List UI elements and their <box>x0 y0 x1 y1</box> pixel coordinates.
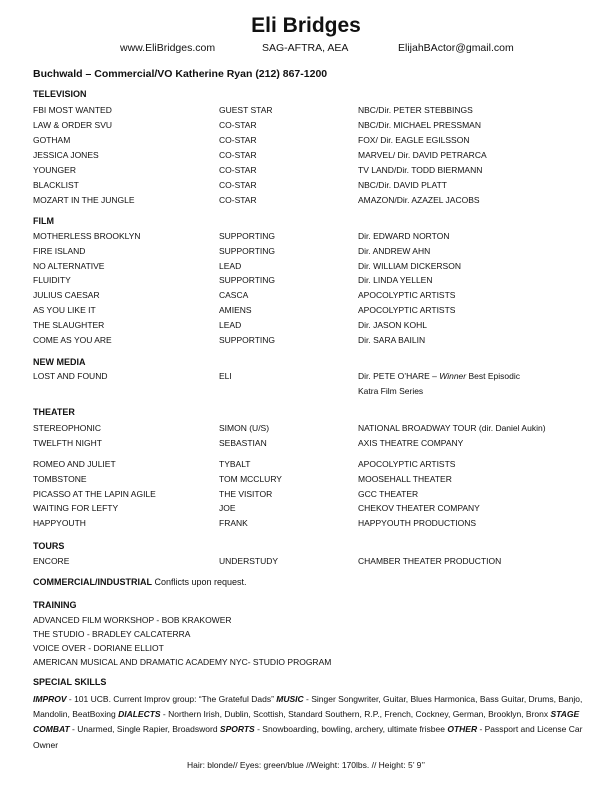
credit-company: GCC THEATER <box>358 488 419 499</box>
skill-label-other: OTHER <box>447 724 478 735</box>
credit-company: Dir. WILLIAM DICKERSON <box>358 260 461 271</box>
commercial-industrial <box>33 577 247 587</box>
section-heading-film: FILM <box>33 216 54 226</box>
credit-title: WAITING FOR LEFTY <box>33 503 119 514</box>
credit-company: MOOSEHALL THEATER <box>358 473 452 484</box>
skill-text-improv: - 101 UCB. Current Improv group: “The Grateful Dads” <box>66 694 277 704</box>
skill-label-music: MUSIC <box>276 694 304 704</box>
agent-info: Buchwald – Commercial/VO Katherine Ryan (212) 867-1200 <box>33 68 328 80</box>
credit-company: MARVEL/ Dir. DAVID PETRARCA <box>358 150 487 160</box>
credit-title: MOZART IN THE JUNGLE <box>33 195 135 205</box>
credit-role: THE VISITOR <box>219 488 273 499</box>
credit-row <box>0 105 612 119</box>
union-affiliations: SAG-AFTRA, AEA <box>262 42 349 54</box>
credit-row <box>0 165 612 179</box>
credit-title: FBI MOST WANTED <box>33 105 112 115</box>
credit-title: JESSICA JONES <box>33 150 99 160</box>
credit-company: NBC/Dir. DAVID PLATT <box>358 180 447 190</box>
credit-company <box>358 371 520 381</box>
credit-role: SEBASTIAN <box>219 438 267 448</box>
credit-company: Dir. SARA BAILIN <box>358 334 426 345</box>
skill-text-dialects: - Northern Irish, Dublin, Scottish, Standard Southern, R.P., French, Cockney, German, Brooklyn, Bronx <box>160 709 551 720</box>
credit-row <box>0 135 612 149</box>
skill-text-stage-combat: - Unarmed, Single Rapier, Broadsword <box>69 724 220 735</box>
credit-company: Dir. JASON KOHL <box>358 319 427 330</box>
credit-row <box>0 371 612 385</box>
actor-name: Eli Bridges <box>251 14 361 37</box>
credit-role: SUPPORTING <box>219 245 276 256</box>
credit-title: COME AS YOU ARE <box>33 334 112 345</box>
credit-role: CO-STAR <box>219 180 257 190</box>
credit-role: LEAD <box>219 260 242 271</box>
credit-row <box>0 503 612 517</box>
credit-row <box>0 489 612 503</box>
credit-role: SIMON (U/S) <box>219 423 270 433</box>
training-item: VOICE OVER - DORIANE ELLIOT <box>33 643 164 653</box>
credit-company: APOCOLYPTIC ARTISTS <box>358 290 456 301</box>
skill-label-dialects: DIALECTS <box>118 709 161 720</box>
credit-role: CO-STAR <box>219 120 257 130</box>
credit-title: NO ALTERNATIVE <box>33 260 105 271</box>
credit-role: UNDERSTUDY <box>219 556 279 566</box>
skill-label-sports: SPORTS <box>219 724 255 735</box>
physical-stats: Hair: blonde// Eyes: green/blue //Weight: 170lbs. // Height: 5’ 9’’ <box>187 760 425 770</box>
credit-row <box>0 556 612 570</box>
credit-role: JOE <box>219 503 236 514</box>
award-label: Winner <box>439 371 467 381</box>
credit-company: NATIONAL BROADWAY TOUR (dir. Daniel Aukin) <box>358 423 546 433</box>
special-skills-text <box>33 692 598 753</box>
credit-row <box>0 246 612 260</box>
credit-row <box>0 474 612 488</box>
credit-row <box>0 195 612 209</box>
training-item: THE STUDIO - BRADLEY CALCATERRA <box>33 629 191 639</box>
credit-company: Dir. LINDA YELLEN <box>358 275 433 286</box>
credit-title: AS YOU LIKE IT <box>33 305 96 315</box>
section-heading-special-skills: SPECIAL SKILLS <box>33 677 107 687</box>
credit-company: TV LAND/Dir. TODD BIERMANN <box>358 165 483 175</box>
credit-role: CO-STAR <box>219 165 257 175</box>
credit-title: TOMBSTONE <box>33 473 87 484</box>
credit-row <box>0 438 612 452</box>
credit-title: MOTHERLESS BROOKLYN <box>33 231 141 241</box>
credit-role: CO-STAR <box>219 195 257 205</box>
section-heading-television: TELEVISION <box>33 89 87 99</box>
section-heading-tours: TOURS <box>33 541 65 551</box>
credit-company: NBC/Dir. MICHAEL PRESSMAN <box>358 120 481 130</box>
credit-role: CO-STAR <box>219 150 257 160</box>
skill-text-other: - Passport and License Car Owner <box>33 724 583 750</box>
credit-role: AMIENS <box>219 305 252 315</box>
credit-title: LAW & ORDER SVU <box>33 120 113 130</box>
training-item: AMERICAN MUSICAL AND DRAMATIC ACADEMY NYC- STUDIO PROGRAM <box>33 657 332 667</box>
credit-role: TOM MCCLURY <box>219 473 282 484</box>
credit-row <box>0 261 612 275</box>
skill-label-improv: IMPROV <box>33 694 67 704</box>
credit-role: ELI <box>219 371 232 381</box>
credit-title: YOUNGER <box>33 165 76 175</box>
credit-row <box>0 150 612 164</box>
credit-row <box>0 423 612 437</box>
credit-role: GUEST STAR <box>219 105 273 115</box>
credit-role: SUPPORTING <box>219 231 276 241</box>
skill-text-sports: - Snowboarding, bowling, archery, ultimate frisbee <box>254 724 448 735</box>
credit-company: CHEKOV THEATER COMPANY <box>358 503 480 514</box>
credit-title: TWELFTH NIGHT <box>33 438 102 448</box>
credit-title: BLACKLIST <box>33 180 79 190</box>
credit-company: APOCOLYPTIC ARTISTS <box>358 305 456 315</box>
credit-title: STEREOPHONIC <box>33 423 102 433</box>
section-heading-theater: THEATER <box>33 407 75 417</box>
skill-text-music: - Singer Songwriter, Guitar, Blues Harmonica, Bass Guitar, Drums, Banjo, Mandolin, BeatBoxing <box>33 694 583 720</box>
credit-company: APOCOLYPTIC ARTISTS <box>358 459 456 469</box>
credit-role: LEAD <box>219 319 242 330</box>
credit-row <box>0 290 612 304</box>
credit-role: TYBALT <box>219 459 251 469</box>
credit-company: HAPPYOUTH PRODUCTIONS <box>358 518 477 529</box>
credit-role: CO-STAR <box>219 135 257 145</box>
section-heading-new-media: NEW MEDIA <box>33 357 86 367</box>
training-item: ADVANCED FILM WORKSHOP - BOB KRAKOWER <box>33 615 232 625</box>
credit-role: SUPPORTING <box>219 275 276 286</box>
credit-company: AMAZON/Dir. AZAZEL JACOBS <box>358 195 480 205</box>
credit-company: Dir. EDWARD NORTON <box>358 231 450 241</box>
credit-role: SUPPORTING <box>219 334 276 345</box>
credit-row <box>0 518 612 532</box>
credit-title: ENCORE <box>33 556 70 566</box>
credit-row <box>0 459 612 473</box>
credit-title: FLUIDITY <box>33 275 71 286</box>
credit-row <box>0 335 612 349</box>
credit-role: CASCA <box>219 290 249 301</box>
commercial-note: Conflicts upon request. <box>152 577 247 587</box>
credit-role: FRANK <box>219 518 248 529</box>
section-heading-training: TRAINING <box>33 600 77 610</box>
credit-row <box>0 231 612 245</box>
credit-title: PICASSO AT THE LAPIN AGILE <box>33 488 156 499</box>
credit-title: ROMEO AND JULIET <box>33 459 116 469</box>
award-text: Best Episodic <box>466 371 520 381</box>
credit-title: JULIUS CAESAR <box>33 290 100 301</box>
credit-company: CHAMBER THEATER PRODUCTION <box>358 556 502 566</box>
credit-company: NBC/Dir. PETER STEBBINGS <box>358 105 473 115</box>
website-link[interactable]: www.EliBridges.com <box>120 42 216 54</box>
credit-company: FOX/ Dir. EAGLE EGILSSON <box>358 135 470 145</box>
credit-title: THE SLAUGHTER <box>33 319 105 330</box>
credit-company: AXIS THEATRE COMPANY <box>358 438 464 448</box>
credit-row <box>0 320 612 334</box>
credit-director: Dir. PETE O’HARE – <box>358 371 440 381</box>
credit-row <box>0 180 612 194</box>
festival-name: Katra Film Series <box>358 386 424 396</box>
email-link[interactable]: ElijahBActor@gmail.com <box>398 42 514 54</box>
credit-row <box>0 305 612 319</box>
section-heading-commercial: COMMERCIAL/INDUSTRIAL <box>33 577 152 587</box>
credit-row-continued <box>0 386 612 400</box>
credit-title: GOTHAM <box>33 135 71 145</box>
credit-row <box>0 120 612 134</box>
credit-company: Dir. ANDREW AHN <box>358 245 431 256</box>
credit-row <box>0 275 612 289</box>
credit-title: HAPPYOUTH <box>33 518 86 529</box>
skill-label-stage-combat: STAGE COMBAT <box>33 709 580 735</box>
credit-title: LOST AND FOUND <box>33 371 108 381</box>
credit-title: FIRE ISLAND <box>33 245 86 256</box>
